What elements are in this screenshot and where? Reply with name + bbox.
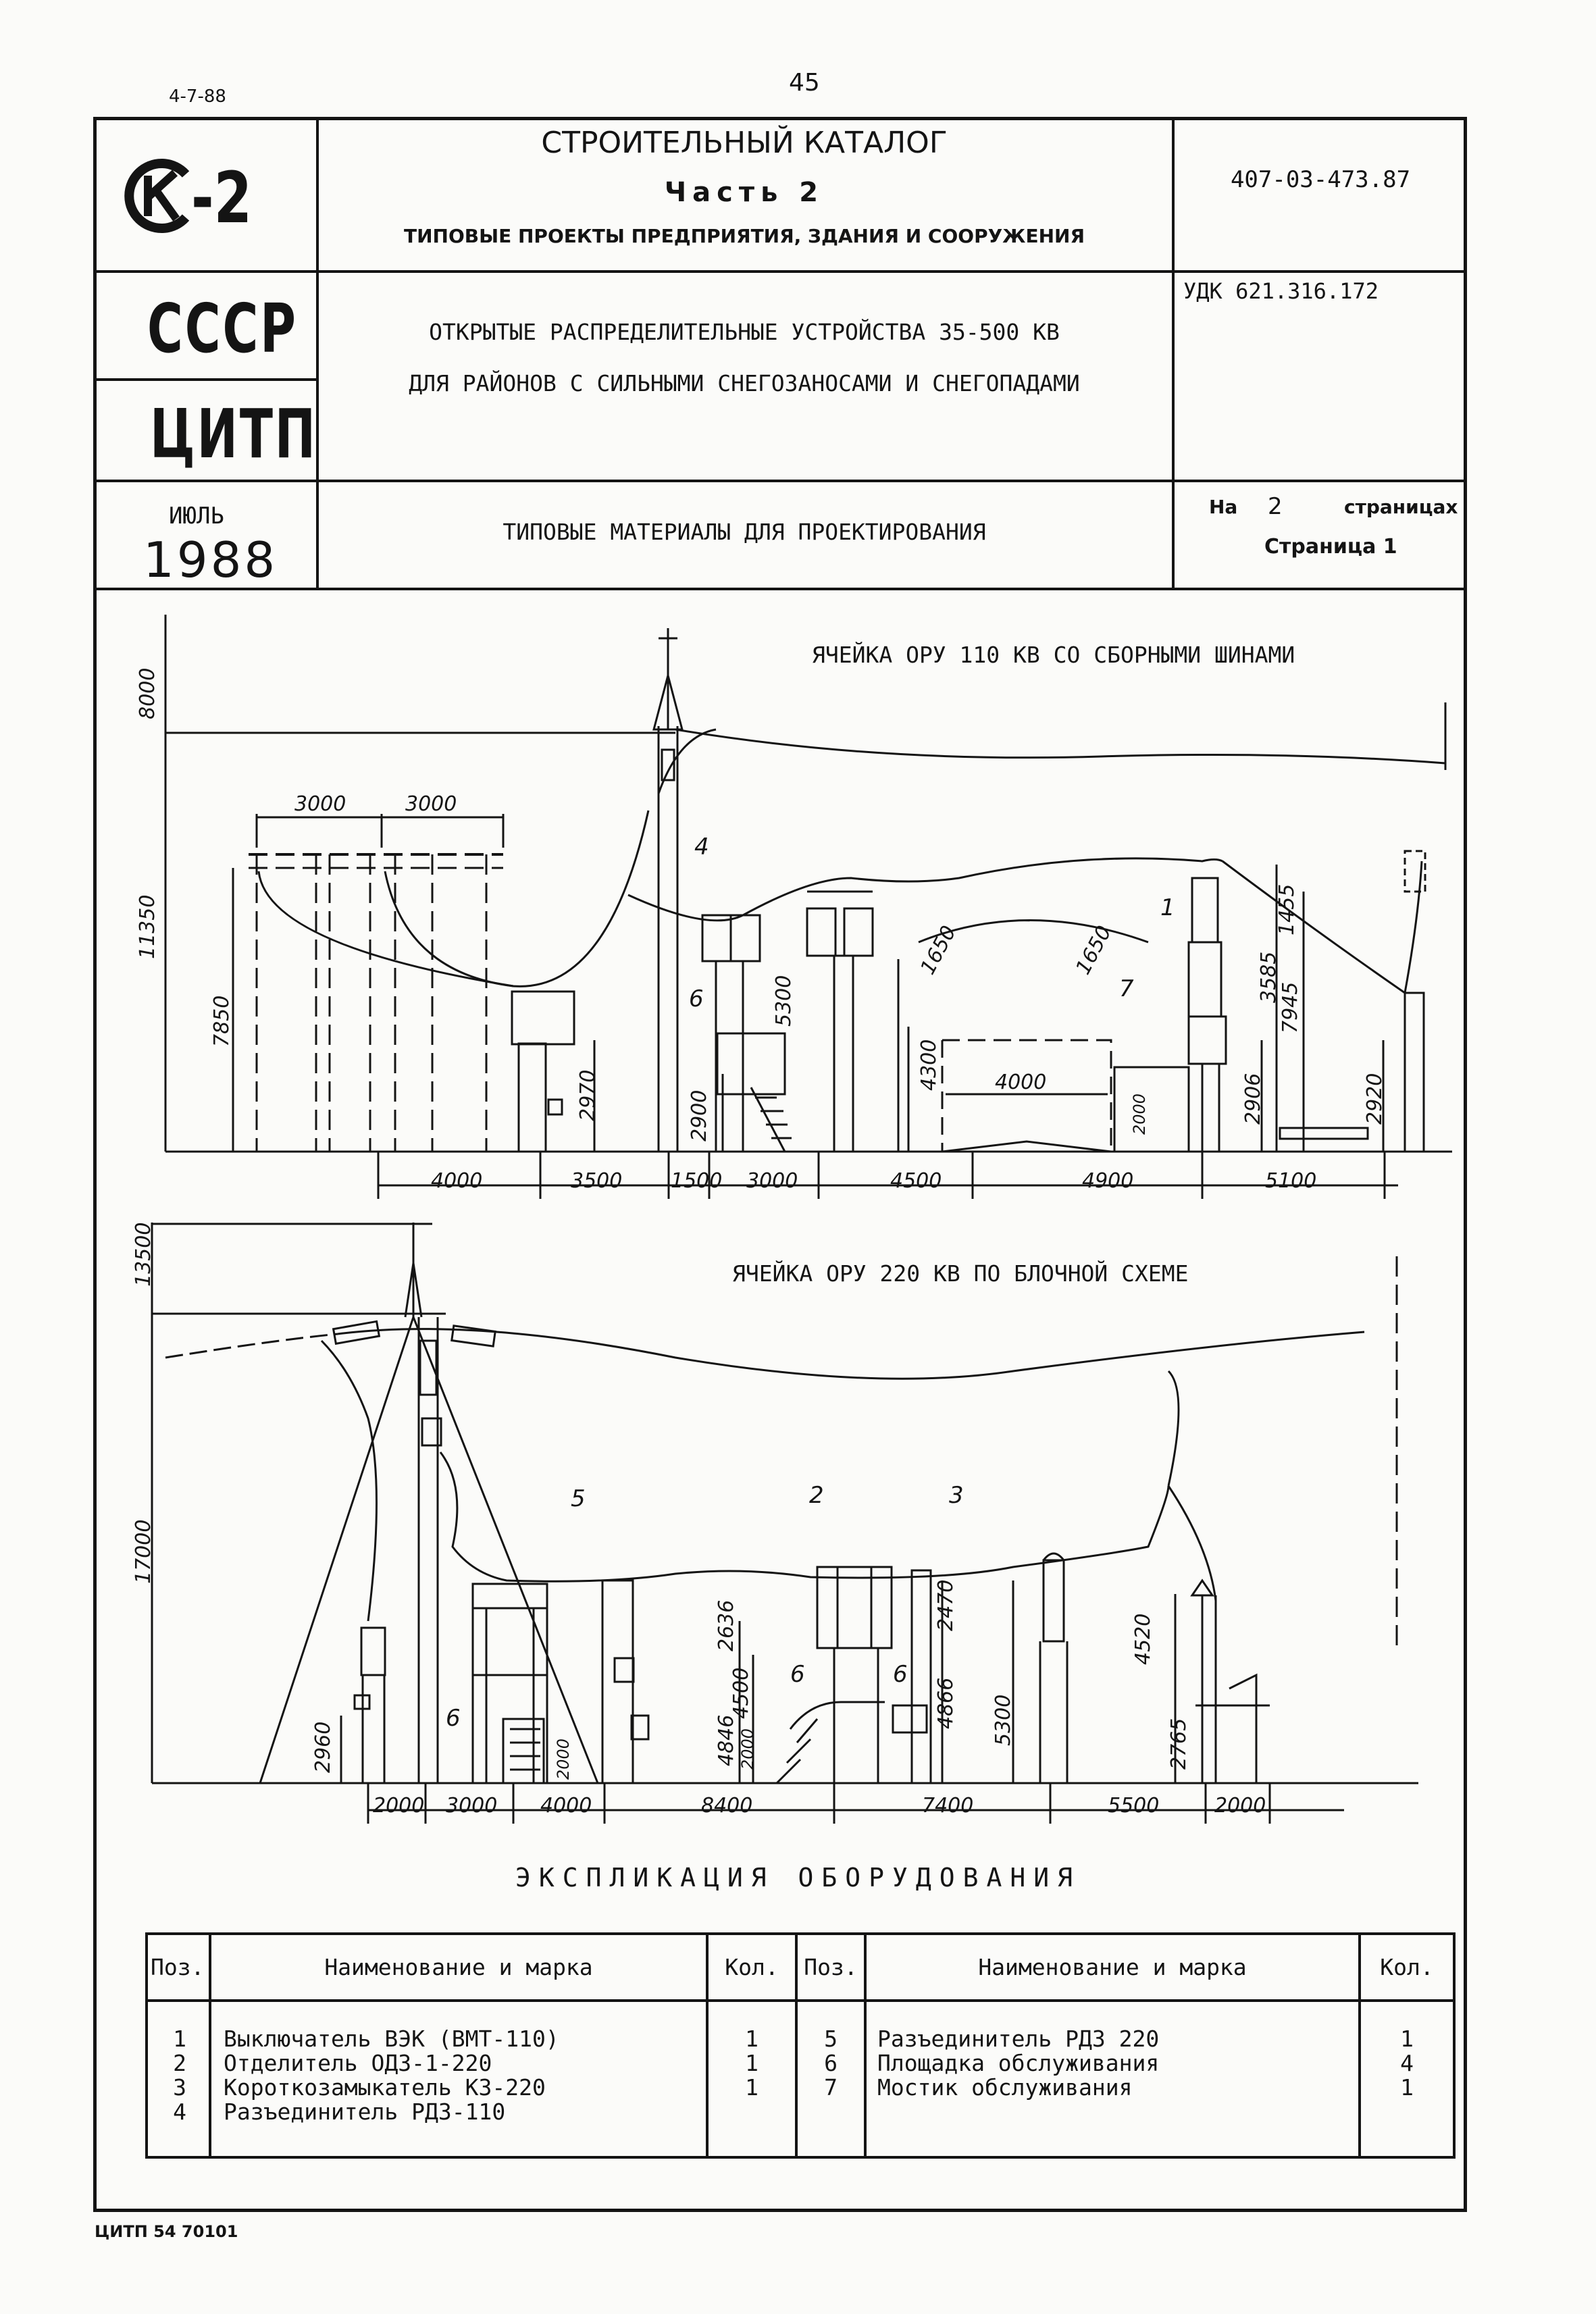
svg-text:5500: 5500 [1108, 1794, 1160, 1818]
header-qty-left: Кол. [725, 1954, 779, 1980]
right-qty-6: 4 [1400, 2050, 1414, 2076]
svg-text:6: 6 [893, 1661, 908, 1688]
doc-number: 407-03-473.87 [1230, 166, 1411, 193]
svg-text:4300: 4300 [917, 1039, 941, 1091]
svg-text:4: 4 [694, 833, 709, 860]
svg-text:5300: 5300 [992, 1694, 1015, 1746]
right-name-6: Площадка обслуживания [877, 2050, 1160, 2076]
right-pos-5: 5 [824, 2026, 838, 2052]
topic-line-1: ОТКРЫТЫЕ РАСПРЕДЕЛИТЕЛЬНЫЕ УСТРОЙСТВА 35-500 КВ [429, 319, 1060, 345]
svg-text:4500: 4500 [729, 1667, 753, 1719]
svg-text:5: 5 [571, 1485, 586, 1512]
country-label: СССР [147, 289, 298, 368]
svg-text:6: 6 [446, 1705, 461, 1732]
svg-text:2000: 2000 [738, 1728, 757, 1770]
header-divider-right [1172, 117, 1175, 590]
svg-text:4000: 4000 [540, 1794, 592, 1818]
catalog-part: Часть 2 [664, 177, 825, 208]
svg-text:7400: 7400 [922, 1794, 974, 1818]
svg-text:3000: 3000 [405, 792, 457, 816]
svg-text:6: 6 [790, 1661, 805, 1688]
right-pos-6: 6 [824, 2050, 838, 2076]
right-name-5: Разъединитель РДЗ 220 [877, 2026, 1160, 2052]
svg-text:2960: 2960 [311, 1721, 335, 1773]
svg-text:1: 1 [1160, 894, 1175, 921]
svg-text:7945: 7945 [1279, 981, 1302, 1033]
svg-text:4900: 4900 [1082, 1169, 1134, 1193]
svg-text:2900: 2900 [688, 1089, 711, 1141]
catalog-title: СТРОИТЕЛЬНЫЙ КАТАЛОГ [541, 126, 948, 160]
left-name-3: Короткозамыкатель КЗ-220 [224, 2074, 546, 2101]
svg-text:4846: 4846 [715, 1714, 738, 1766]
logo-ck-icon [118, 155, 199, 236]
header-qty-right: Кол. [1380, 1954, 1434, 1980]
left-qty-2: 1 [745, 2050, 758, 2076]
svg-text:5100: 5100 [1265, 1169, 1317, 1193]
svg-text:8000: 8000 [136, 667, 159, 719]
svg-text:3000: 3000 [746, 1169, 798, 1193]
header-row-line-1 [93, 270, 1467, 273]
svg-text:2: 2 [809, 1482, 824, 1509]
left-pos-2: 2 [173, 2050, 186, 2076]
svg-text:11350: 11350 [136, 894, 159, 959]
explication-table [145, 1932, 1456, 2159]
top-left-code: 4-7-88 [169, 86, 226, 107]
left-pos-3: 3 [173, 2074, 186, 2101]
svg-text:6: 6 [689, 985, 704, 1012]
svg-text:2000: 2000 [1214, 1794, 1266, 1818]
org-label: ЦИТП [150, 394, 317, 473]
udk-code: УДК 621.316.172 [1183, 278, 1379, 304]
logo-text: -2 [191, 157, 253, 239]
header-name-left: Наименование и марка [324, 1954, 593, 1980]
header-pos-left: Поз. [151, 1954, 205, 1980]
catalog-subtitle: ТИПОВЫЕ ПРОЕКТЫ ПРЕДПРИЯТИЯ, ЗДАНИЯ И СООРУЖЕНИЯ [403, 225, 1085, 247]
svg-text:1500: 1500 [671, 1169, 723, 1193]
right-qty-5: 1 [1400, 2026, 1414, 2052]
svg-text:13500: 13500 [132, 1222, 155, 1287]
year-label: 1988 [143, 532, 278, 588]
table-header-line [148, 1999, 1453, 2002]
left-qty-3: 1 [745, 2074, 758, 2101]
svg-text:7850: 7850 [210, 995, 234, 1047]
svg-text:4000: 4000 [995, 1071, 1047, 1094]
drawing2-cell-220kv [101, 1216, 1459, 1851]
header-bottom-line [93, 588, 1467, 590]
header-row-line-2 [93, 378, 316, 381]
right-name-7: Мостик обслуживания [877, 2074, 1133, 2101]
left-pos-4: 4 [173, 2099, 186, 2125]
svg-text:7: 7 [1119, 975, 1134, 1002]
header-name-right: Наименование и марка [978, 1954, 1247, 1980]
svg-text:2000: 2000 [1130, 1093, 1149, 1135]
svg-text:1455: 1455 [1275, 883, 1299, 935]
catalog-logo [118, 150, 301, 245]
svg-text:2000: 2000 [554, 1738, 573, 1780]
svg-text:4000: 4000 [431, 1169, 483, 1193]
left-pos-1: 1 [173, 2026, 186, 2052]
pages-on-label: На [1209, 496, 1238, 518]
page-label: Страница 1 [1264, 535, 1397, 559]
svg-text:4866: 4866 [934, 1677, 958, 1729]
materials-label: ТИПОВЫЕ МАТЕРИАЛЫ ДЛЯ ПРОЕКТИРОВАНИЯ [503, 519, 986, 545]
month-label: ИЮЛЬ [169, 503, 224, 530]
left-name-2: Отделитель ОДЗ-1-220 [224, 2050, 492, 2076]
svg-text:3: 3 [949, 1482, 964, 1509]
svg-text:3000: 3000 [294, 792, 346, 816]
header-pos-right: Поз. [804, 1954, 858, 1980]
svg-text:2765: 2765 [1167, 1718, 1191, 1770]
pages-count: 2 [1268, 493, 1283, 520]
pages-word: страницах [1344, 496, 1458, 518]
svg-text:4500: 4500 [890, 1169, 942, 1193]
drawing2-title: ЯЧЕЙКА ОРУ 220 КВ ПО БЛОЧНОЙ СХЕМЕ [732, 1260, 1189, 1287]
page-number: 45 [789, 69, 820, 97]
svg-text:2636: 2636 [715, 1599, 738, 1651]
drawing1-cell-110kv [101, 608, 1459, 1216]
svg-text:3585: 3585 [1257, 951, 1281, 1003]
svg-text:3500: 3500 [571, 1169, 623, 1193]
drawing1-title: ЯЧЕЙКА ОРУ 110 КВ СО СБОРНЫМИ ШИНАМИ [812, 642, 1295, 668]
svg-text:17000: 17000 [132, 1519, 155, 1584]
svg-text:2920: 2920 [1363, 1073, 1387, 1125]
header-row-line-3 [93, 480, 1467, 482]
svg-text:1650: 1650 [916, 921, 961, 979]
left-name-4: Разъединитель РДЗ-110 [224, 2099, 506, 2125]
topic-line-2: ДЛЯ РАЙОНОВ С СИЛЬНЫМИ СНЕГОЗАНОСАМИ И СНЕГОПАДАМИ [409, 370, 1080, 396]
svg-text:8400: 8400 [701, 1794, 753, 1818]
svg-text:4520: 4520 [1131, 1613, 1155, 1665]
svg-text:2906: 2906 [1241, 1073, 1265, 1125]
footer-code: ЦИТП 54 70101 [95, 2222, 238, 2241]
left-name-1: Выключатель ВЭК (ВМТ-110) [224, 2026, 559, 2052]
svg-text:2470: 2470 [934, 1579, 958, 1631]
svg-text:1650: 1650 [1071, 921, 1116, 979]
right-pos-7: 7 [824, 2074, 838, 2101]
right-qty-7: 1 [1400, 2074, 1414, 2101]
left-qty-1: 1 [745, 2026, 758, 2052]
svg-text:5300: 5300 [772, 975, 796, 1027]
svg-text:2970: 2970 [576, 1069, 600, 1121]
svg-text:2000: 2000 [373, 1794, 425, 1818]
svg-text:3000: 3000 [446, 1794, 498, 1818]
explication-title: ЭКСПЛИКАЦИЯ ОБОРУДОВАНИЯ [515, 1863, 1081, 1893]
